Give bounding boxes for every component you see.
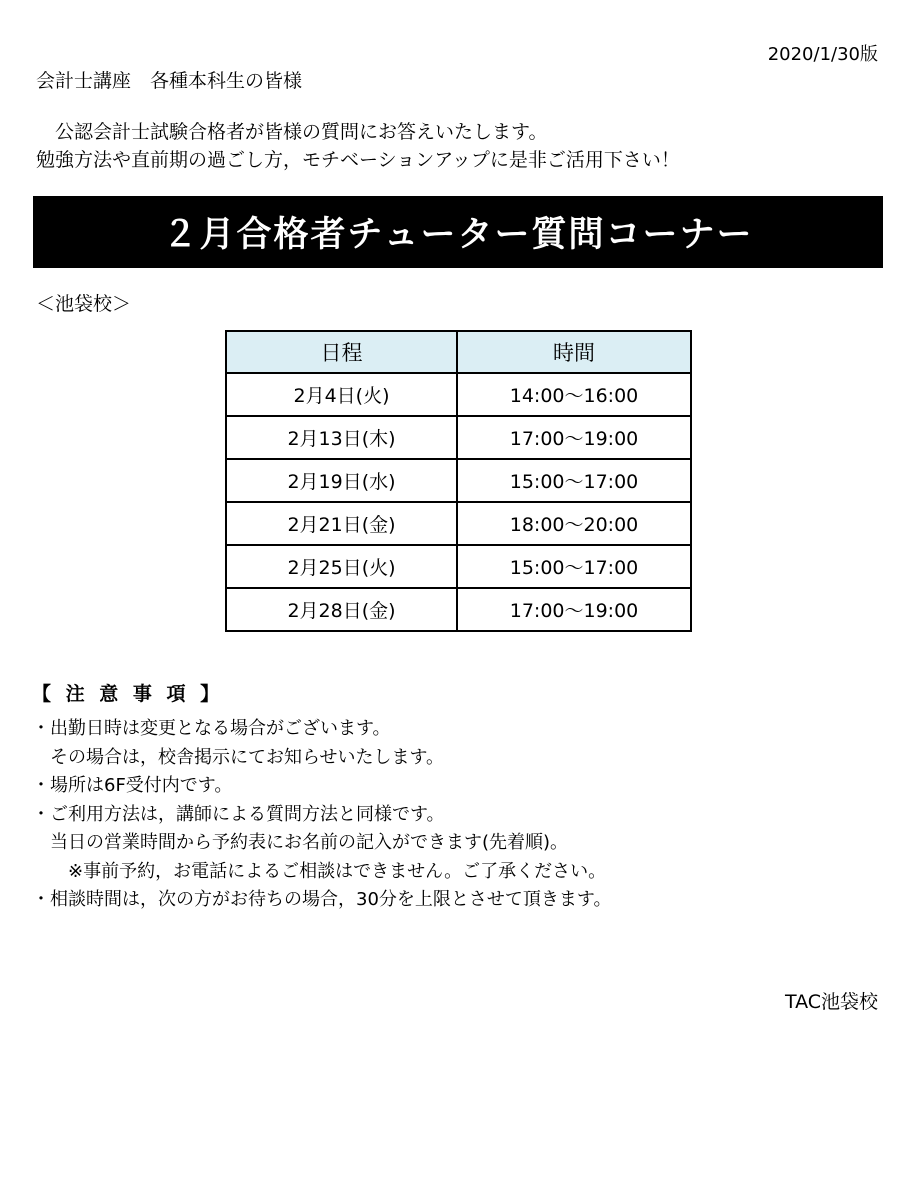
title-banner	[33, 196, 883, 268]
column-header-date: 日程	[226, 331, 457, 373]
column-header-time: 時間	[457, 331, 691, 373]
time-cell: 14:00～16:00	[457, 373, 691, 416]
notes-heading: 【 注 意 事 項 】	[32, 683, 224, 705]
table-row	[226, 373, 691, 416]
time-cell: 18:00～20:00	[457, 502, 691, 545]
addressee: 会計士講座 各種本科生の皆様	[36, 70, 303, 92]
table-row	[226, 545, 691, 588]
date-cell: 2月4日(火)	[226, 373, 457, 416]
page-title: ２月合格者チューター質問コーナー	[162, 215, 754, 255]
table-row	[226, 416, 691, 459]
table-row	[226, 502, 691, 545]
footer-signature: TAC池袋校	[784, 991, 878, 1013]
note-line: その場合は，校舎掲示にてお知らせいたします。	[32, 746, 445, 768]
time-cell: 15:00～17:00	[457, 459, 691, 502]
note-line: ・ご利用方法は，講師による質問方法と同様です。	[32, 803, 445, 825]
date-cell: 2月19日(水)	[226, 459, 457, 502]
note-line: 当日の営業時間から予約表にお名前の記入ができます(先着順)。	[32, 832, 569, 853]
note-line: ※事前予約，お電話によるご相談はできません。ご了承ください。	[32, 860, 607, 882]
note-line: ・場所は6F受付内です。	[32, 775, 233, 796]
date-cell: 2月25日(火)	[226, 545, 457, 588]
date-cell: 2月13日(木)	[226, 416, 457, 459]
table-row	[226, 459, 691, 502]
campus-label: ＜池袋校＞	[36, 293, 132, 315]
time-cell: 17:00～19:00	[457, 588, 691, 631]
date-cell: 2月21日(金)	[226, 502, 457, 545]
intro-line: 勉強方法や直前期の過ごし方，モチベーションアップに是非ご活用下さい！	[36, 149, 680, 171]
table-header-row	[226, 331, 691, 373]
note-line: ・相談時間は，次の方がお待ちの場合，30分を上限とさせて頂きます。	[32, 889, 612, 910]
time-cell: 15:00～17:00	[457, 545, 691, 588]
table-row	[226, 588, 691, 631]
notes-list	[32, 715, 611, 915]
schedule-table	[225, 330, 692, 632]
intro-line: 公認会計士試験合格者が皆様の質問にお答えいたします。	[36, 121, 548, 143]
intro-text	[36, 118, 680, 174]
date-cell: 2月28日(金)	[226, 588, 457, 631]
version-date: 2020/1/30版	[767, 44, 878, 65]
note-line: ・出勤日時は変更となる場合がございます。	[32, 718, 391, 739]
time-cell: 17:00～19:00	[457, 416, 691, 459]
